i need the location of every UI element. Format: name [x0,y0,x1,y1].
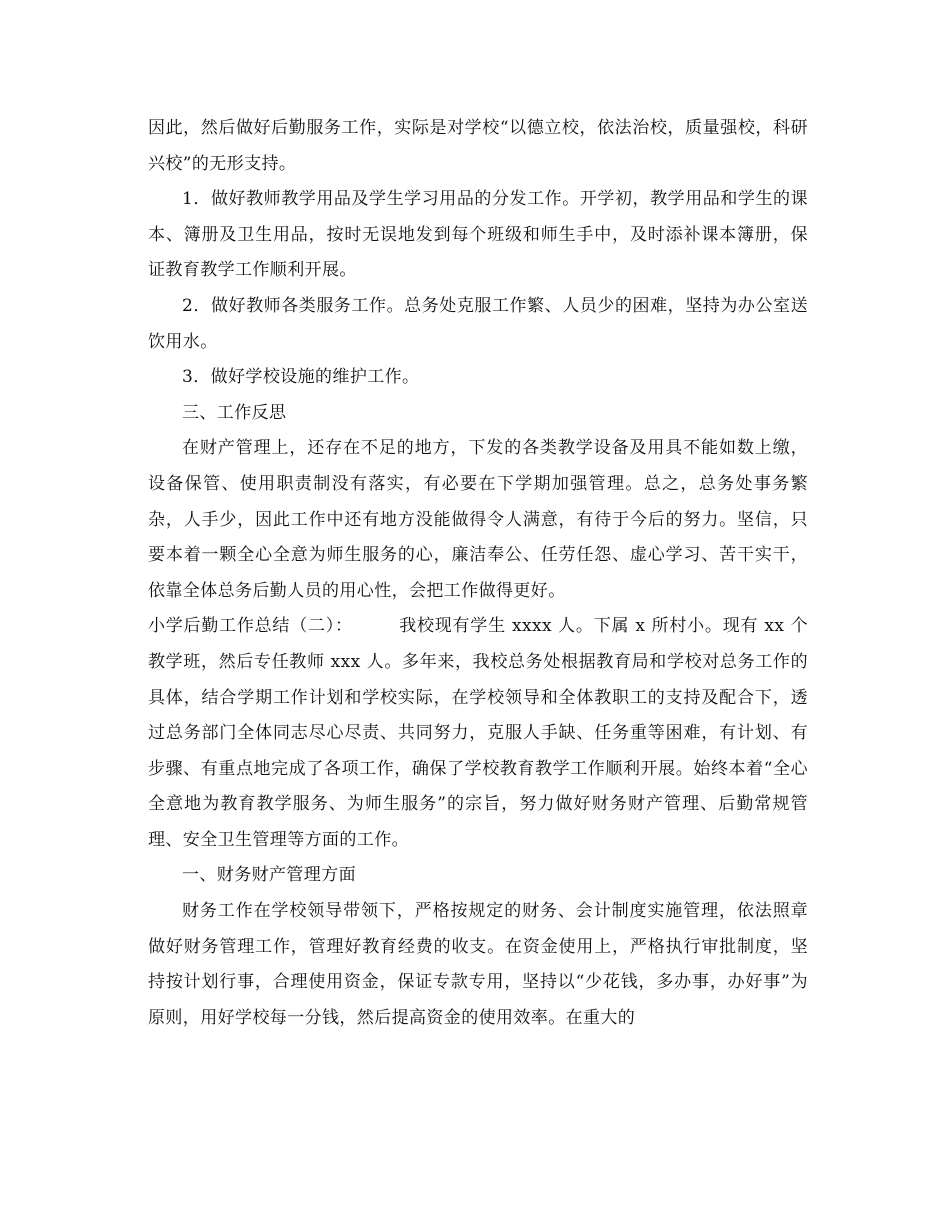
summary-two-heading: 小学后勤工作总结（二）： [148,616,353,637]
paragraph-reflection: 在财产管理上，还存在不足的地方，下发的各类教学设备及用具不能如数上缴，设备保管、使用职责制没有落实，有必要在下学期加强管理。总之，总务处事务繁杂，人手少，因此工作中还有地方没能做得令人满意，有待于今后的努力。坚信，只要本着一颗全心全意为师生服务的心，廉洁奉公、任劳任怨、虚心学习、苦干实干，依靠全体总务后勤人员的用心性，会把工作做得更好。 [148,438,808,601]
section-heading-reflection: 三、工作反思 [182,402,287,423]
paragraph-item-1: 1．做好教师教学用品及学生学习用品的分发工作。开学初，教学用品和学生的课本、簿册及卫生用品，按时无误地发到每个班级和师生手中，及时添补课本簿册，保证教育教学工作顺利开展。 [148,189,808,281]
section-heading-finance: 一、财务财产管理方面 [182,865,356,886]
summary-two-text: 我校现有学生 xxxx 人。下属 x 所村小。现有 xx 个教学班，然后专任教师 xxx 人。多年来，我校总务处根据教育局和学校对总务工作的具体，结合学期工作计划和学校实际，在学校领导和全体教职工的支持及配合下，透过总务部门全体同志尽心尽责、共同努力，克服人手缺、任务重等困难，有计划、有步骤、有重点地完成了各项工作，确保了学校教育教学工作顺利开展。始终本着“全心全意地为教育教学服务、为师生服务”的宗旨，努力做好财务财产管理、后勤常规管理、安全卫生管理等方面的工作。 [148,616,808,850]
paragraph-summary-two [148,609,808,858]
paragraph-item-2: 2．做好教师各类服务工作。总务处克服工作繁、人员少的困难，坚持为办公室送饮用水。 [148,295,808,352]
paragraph-finance: 财务工作在学校领导带领下，严格按规定的财务、会计制度实施管理，依法照章做好财务管理工作，管理好教育经费的收支。在资金使用上，严格执行审批制度，坚持按计划行事，合理使用资金，保证专款专用，坚持以“少花钱，多办事，办好事”为原则，用好学校每一分钱，然后提高资金的使用效率。在重大的 [148,901,808,1028]
paragraph-item-3: 3．做好学校设施的维护工作。 [182,367,420,388]
document-body [148,111,808,1036]
paragraph-intro: 因此，然后做好后勤服务工作，实际是对学校“以德立校，依法治校，质量强校，科研兴校”的无形支持。 [148,118,808,174]
